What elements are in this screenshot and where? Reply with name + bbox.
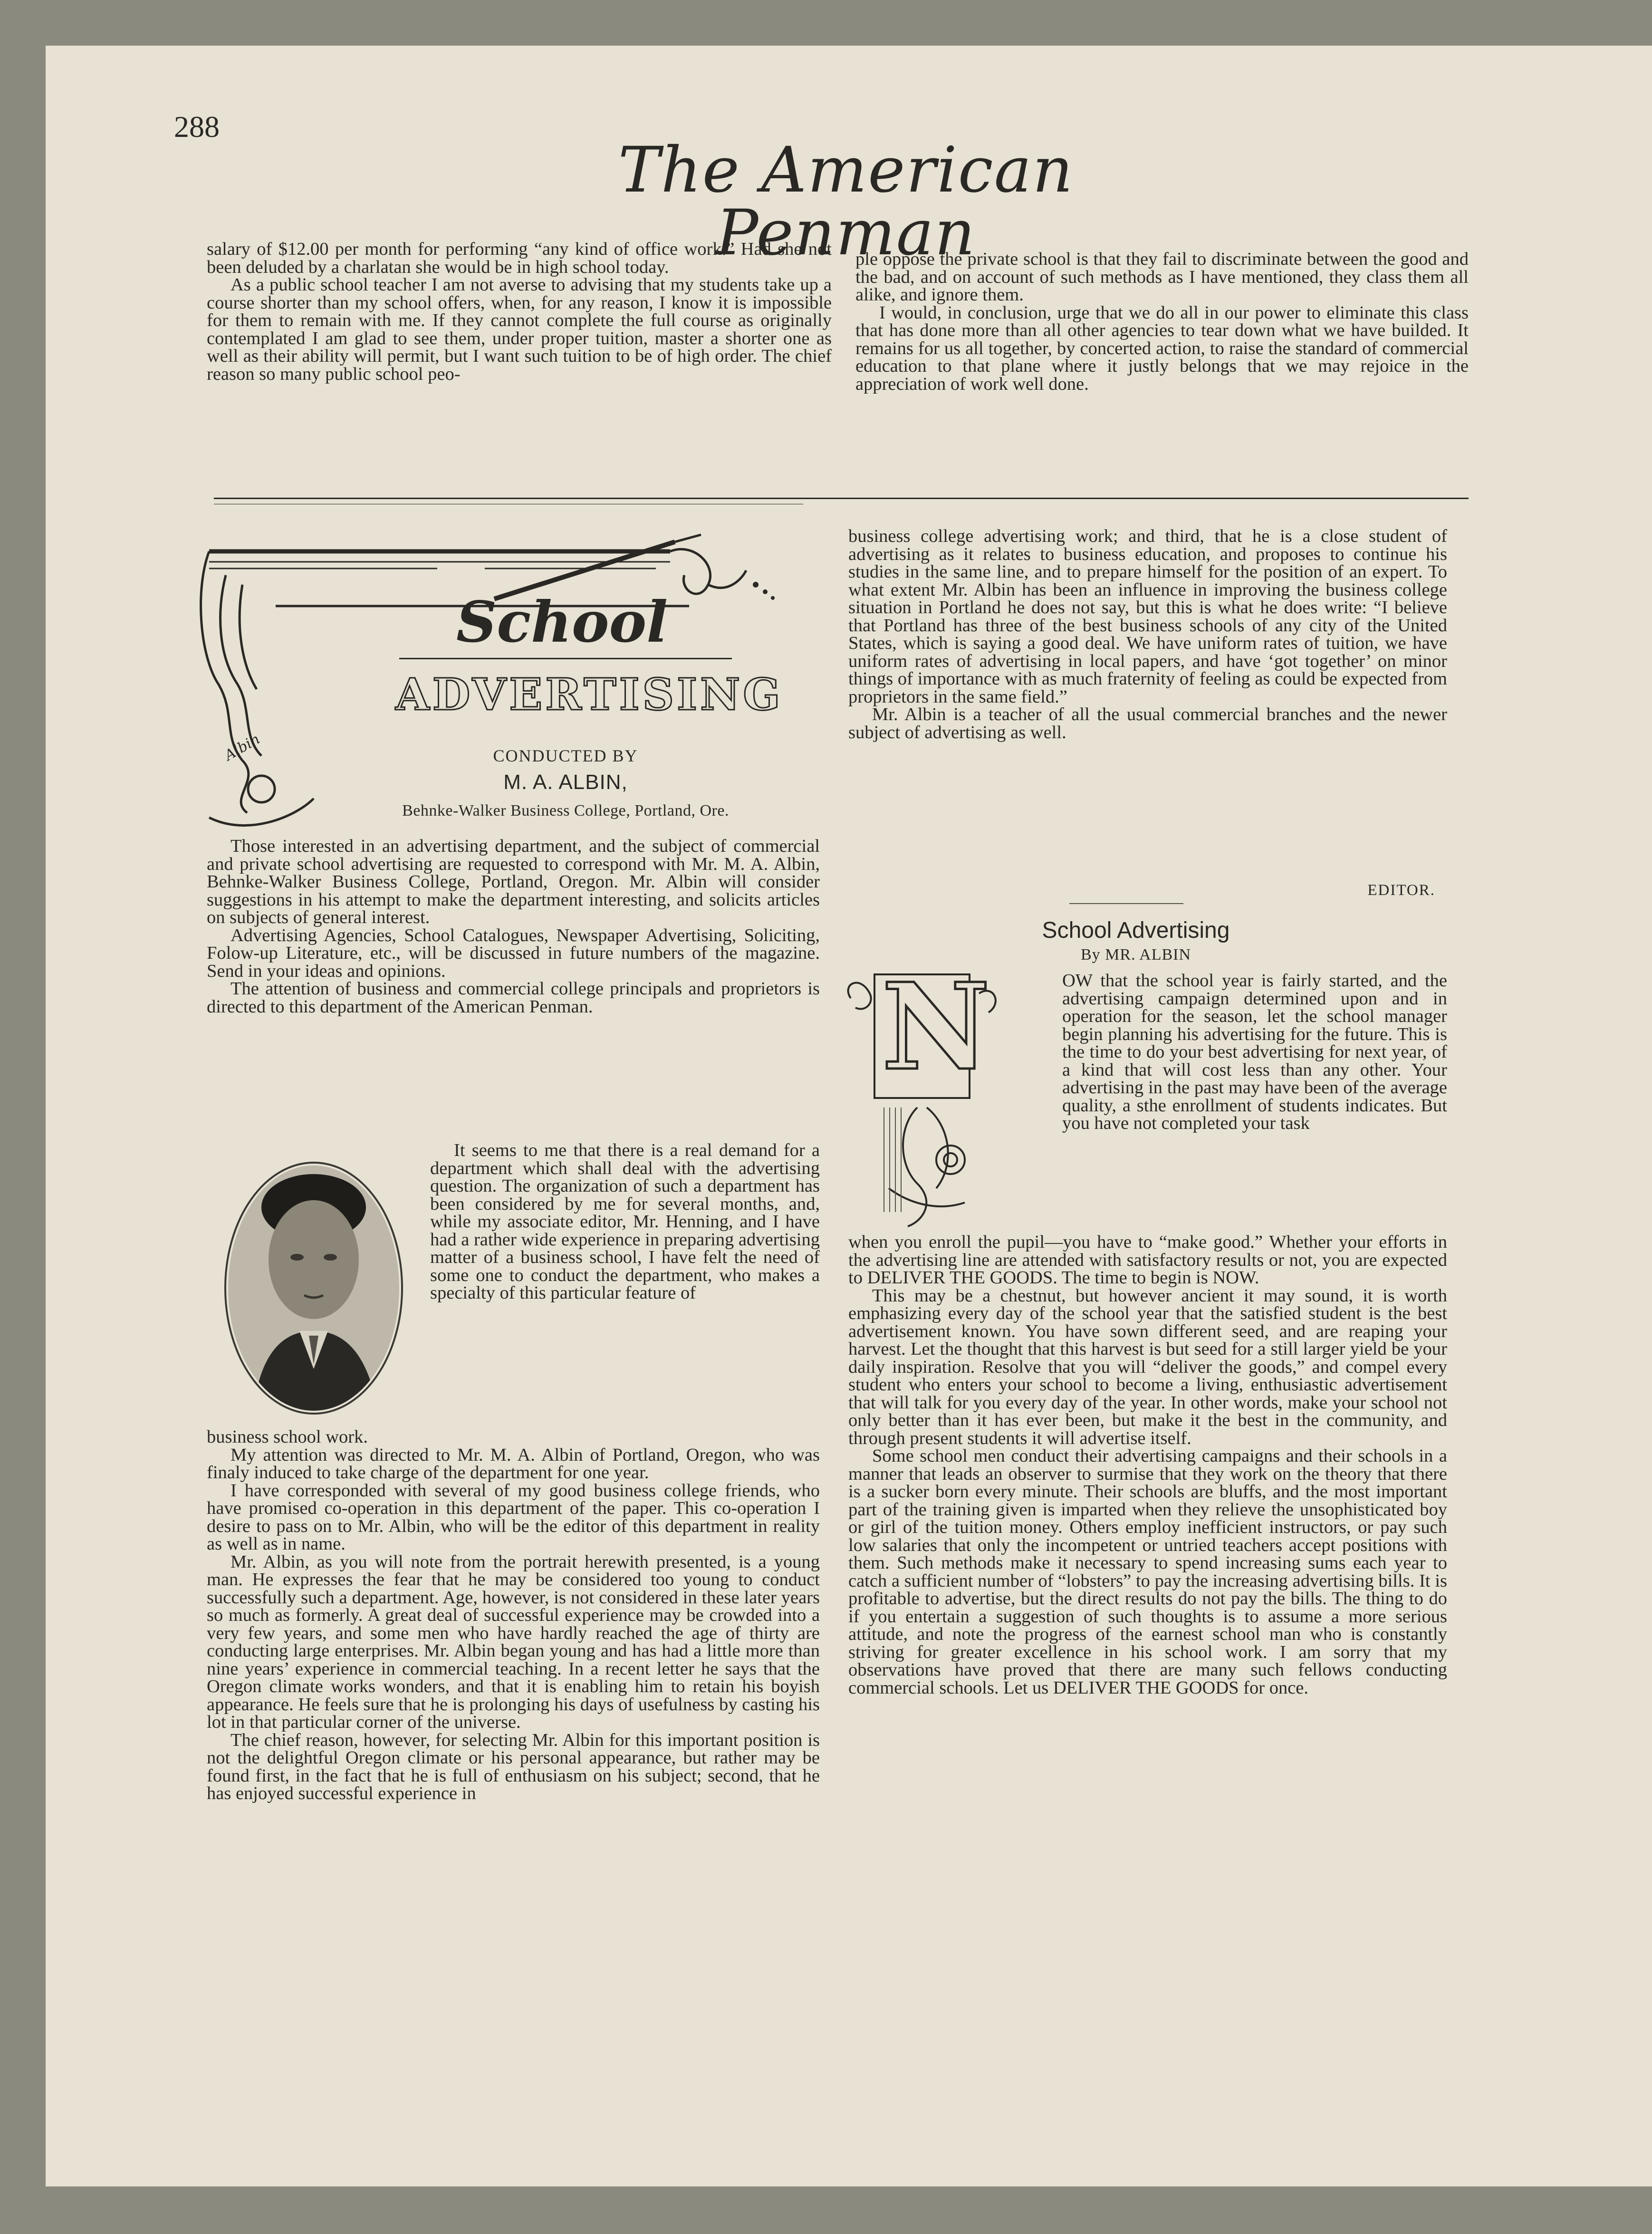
title-underline — [399, 658, 732, 659]
paragraph: The attention of business and commercial college principals and proprietors is directed to this department of the American Penman. — [207, 979, 820, 1017]
article-separator — [1069, 903, 1183, 904]
article-lead-text: OW that the school year is fairly started, and the advertising campaign determined upon and in operation for the season, let the school manager begin planning his advertising for the future. This is the time to do your best advertising for next year, of a kind that will cost less than any other. Your advertising in the past may have been of the average quality, a sthe enrollment of students indicates. But you have not completed your task — [1062, 971, 1447, 1133]
paragraph: I have corresponded with several of my good business college friends, who have promised co-operation in this department of the paper. This co-operation I desire to pass on to Mr. Albin, who will be the editor of this department in reality as well as in name. — [207, 1480, 820, 1554]
page-number: 288 — [174, 110, 220, 144]
paragraph: I would, in conclusion, urge that we do all in our power to eliminate this class that has done more than all other agencies to tear down what we have builded. It remains for us all together, by concerted action, to raise the standard of commercial education to that plane where it justly belongs that we may rejoice in the appreciation of work well done. — [855, 302, 1469, 394]
paragraph: Mr. Albin is a teacher of all the usual commercial branches and the newer subject of advertising as well. — [848, 704, 1447, 742]
right-intro-column — [848, 528, 1447, 741]
top-left-column — [207, 241, 832, 383]
conducted-by-block — [347, 746, 784, 820]
left-main-column — [207, 1428, 820, 1803]
left-intro-column — [207, 838, 820, 1016]
article-body — [848, 1233, 1447, 1697]
department-title-script: School — [456, 589, 668, 655]
department-title-block: ADVERTISING — [395, 669, 783, 720]
portrait-photo — [223, 1160, 404, 1416]
conductor-name: M. A. ALBIN, — [503, 770, 628, 794]
paragraph: when you enroll the pupil—you have to “make good.” Whether your efforts in the advertising line are attended with satisfactory results or not, you are expected to DELIVER THE GOODS. The time to begin is NOW. — [848, 1232, 1447, 1288]
paragraph: business school work. — [207, 1427, 368, 1447]
top-right-column — [855, 250, 1469, 393]
paragraph: salary of $12.00 per month for performing “any kind of office work.” Had she not been deluded by a charlatan she would be in high school today. — [207, 239, 832, 277]
section-divider — [214, 498, 1469, 499]
paragraph: Those interested in an advertising department, and the subject of commercial and private school advertising are requested to correspond with Mr. M. A. Albin, Behnke-Walker Business College, Portland, Oregon. Mr. Albin will consider suggestions in his attempt to make the department interesting, and solicits articles on subjects of general interest. — [207, 836, 820, 927]
paragraph: As a public school teacher I am not averse to advising that my students take up a course shorter than my school offers, when, for any reason, I know it is impossible for them to remain with me. If they cannot complete the full course as originally contemplated I am glad to see them, under proper tuition, master a shorter one as well as their ability will permit, but I want such tuition to be of high order. The chief reason so many public school peo- — [207, 275, 832, 384]
paragraph: Some school men conduct their advertising campaigns and their schools in a manner that leads an observer to surmise that they work on the theory that there is a sucker born every minute. Their schools are bluffs, and the most important part of the training given is imparted when they relieve the unsophisticated boy or girl of the tuition money. Others employ inefficient instructors, or pay such low salaries that only the incompetent or untried teachers accept positions with them. Such methods make it necessary to spend increasing sums each year to catch a sufficient number of “lobsters” to pay the increasing advertising bills. It is profitable to advertise, but the direct results do not pay the bills. The thing to do if you entertain a suggestion of such thoughts is to assume a more serious attitude, and note the progress of the earnest school man who is constantly striving for greater excellence in his school work. I am sorry that my observations have proved that there are many such fellows conducting commercial schools. Let us DELIVER THE GOODS for once. — [848, 1446, 1447, 1698]
paragraph: This may be a chestnut, but however ancient it may sound, it is worth emphasizing every day of the school year that the satisfied student is the best advertisement known. You have sown different seed, and are reaping your harvest. Let the thought that this harvest is but seed for a still larger yield be your daily inspiration. Resolve that you will “deliver the goods,” and compel every student who enters your school to become a living, enthusiastic advertisement that will talk for you every day of the year. In other words, make your school not only better than it has ever been, but make it the best in the community, and through present students it will advertise itself. — [848, 1285, 1447, 1448]
paragraph: The chief reason, however, for selecting Mr. Albin for this important position is not the delightful Oregon climate or his personal appearance, but rather may be found first, in the fact that he is full of enthusiasm on his subject; second, that he has enjoyed successful experience in — [207, 1730, 820, 1803]
paragraph: Advertising Agencies, School Catalogues, Newspaper Advertising, Soliciting, Folow-up Literature, etc., will be discussed in future numbers of the magazine. Send in your ideas and opinions. — [207, 925, 820, 981]
drop-cap-letter: N — [882, 957, 990, 1097]
conductor-institution: Behnke-Walker Business College, Portland, Ore. — [402, 802, 729, 819]
paragraph: ple oppose the private school is that they fail to discriminate between the good and the bad, and on account of such methods as I have mentioned, they class them all alike, and ignore them. — [855, 249, 1469, 305]
paragraph: Mr. Albin, as you will note from the portrait herewith presented, is a young man. He expresses the fear that he may be considered too young to conduct successfully such a department. Age, however, is not considered in these later years so much as formerly. A great deal of successful experience may be crowded into a very few years, and some men who have hardly reached the age of thirty are conducting large enterprises. Mr. Albin began young and has had a little more than nine years’ experience in commercial teaching. In a recent letter he says that the Oregon climate works wonders, and that it is enabling him to retain his boyish appearance. He feels sure that he is prolonging his days of usefulness by casting his lot in that particular corner of the universe. — [207, 1551, 820, 1732]
masthead-title: The American Penman — [618, 134, 1074, 270]
article-title: School Advertising — [1042, 918, 1230, 943]
paragraph: business college advertising work; and third, that he is a close student of advertising as it relates to business education, and proposes to continue his studies in the same line, and to prepare himself for the position of an expert. To what extent Mr. Albin has been an influence in improving the business college situation in Portland he does not say, but this is what he does write: “I believe that Portland has three of the best business schools of any city of the United States, which is saying a good deal. We have uniform rates of tuition, we have uniform rates of advertising in local papers, and have ‘got together’ on minor things of importance with as much fraternity of feeling as could be expected from proprietors in the same field.” — [848, 526, 1447, 707]
conducted-by-label: CONDUCTED BY — [493, 746, 638, 765]
department-signature: Albin — [221, 731, 263, 764]
text-beside-portrait: It seems to me that there is a real demand for a department which shall deal with the advertising question. The organization of such a department has been considered by me for several months, and, while my associate editor, Mr. Henning, and I have had a rather wide experience in preparing advertising matter of a business school, I have felt the need of some one to conduct the department, who makes a specialty of this particular feature of — [430, 1140, 820, 1303]
paragraph: My attention was directed to Mr. M. A. Albin of Portland, Oregon, who was finaly induced to take charge of the department for one year. — [207, 1444, 820, 1483]
editor-signature: EDITOR. — [1367, 882, 1435, 899]
article-byline: By MR. ALBIN — [1080, 946, 1191, 963]
